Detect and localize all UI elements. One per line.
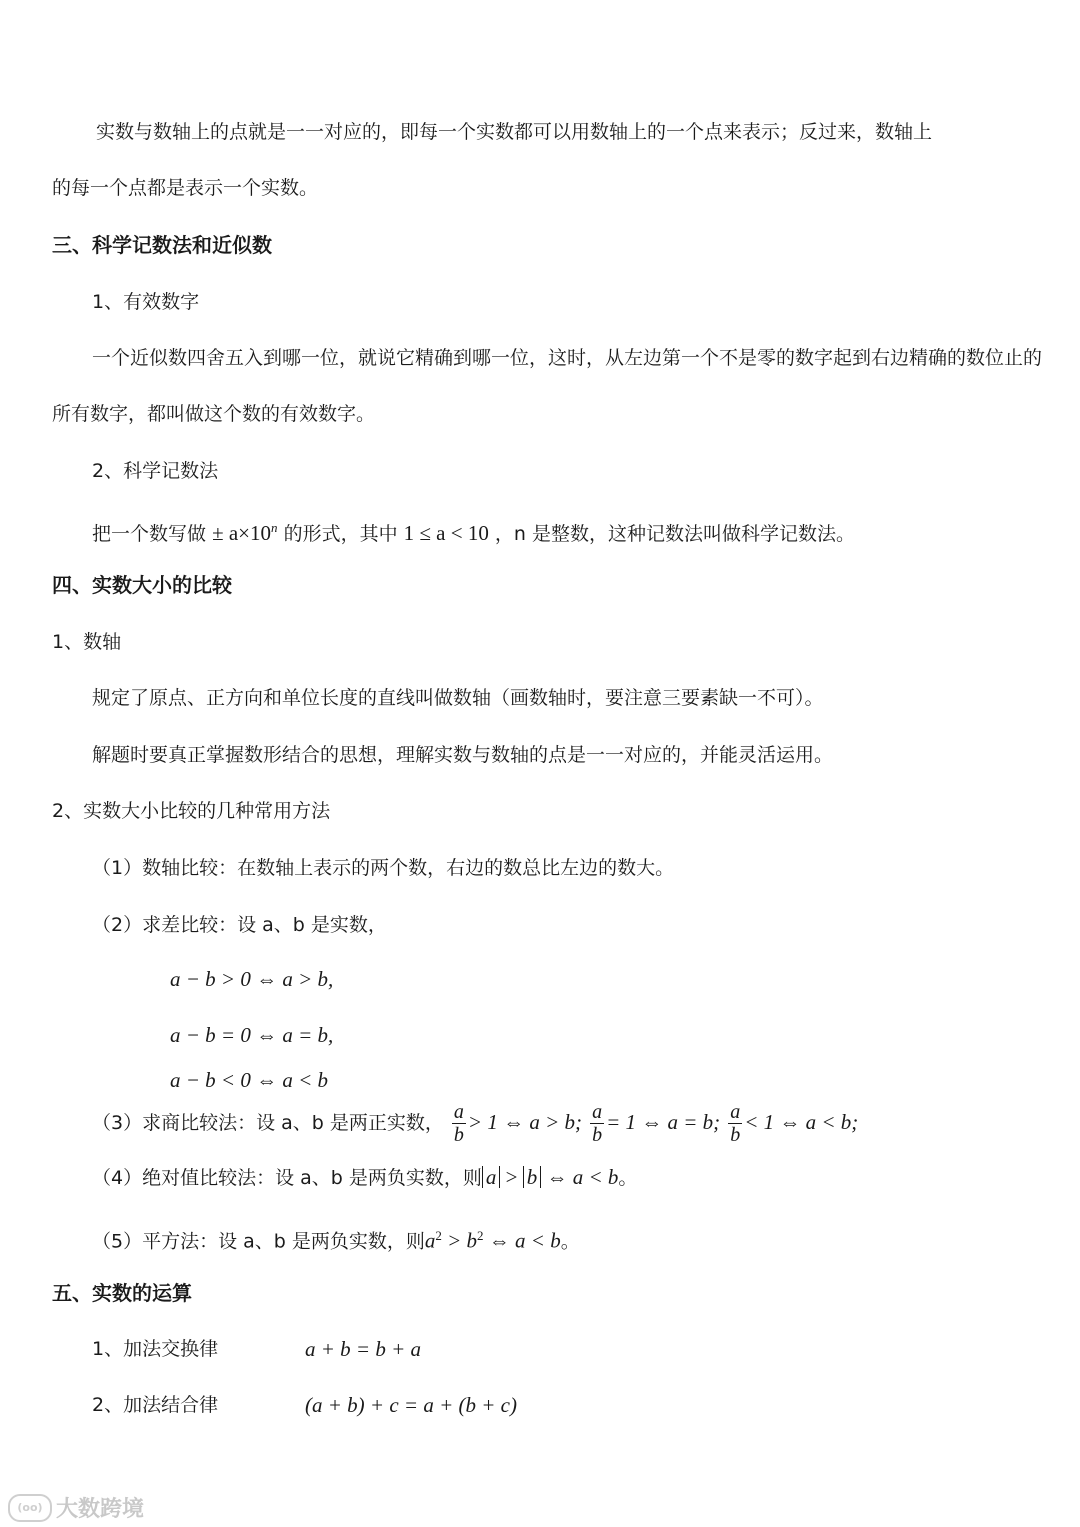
number-line-def: 规定了原点、正方向和单位长度的直线叫做数轴（画数轴时，要注意三要素缺一不可）。 xyxy=(92,687,824,709)
sci-notation-definition: 把一个数写做 ± $a\times 10^n$ 的形式，其中 1 ≤ a < 10 ，n 是整数，这种记数法叫做科学记数法。 xyxy=(92,520,855,545)
method-2: （2）求差比较：设 a、b 是实数， xyxy=(92,914,387,936)
number-line-tip: 解题时要真正掌握数形结合的思想，理解实数与数轴的点是一一对应的，并能灵活运用。 xyxy=(92,744,834,766)
method-3: （3）求商比较法：设 a、b 是两正实数， $\frac{a}{b}$ > 1 ⇔ a > b; $\frac{a}{b}$ = 1 ⇔ a = b; $\frac{a}{b}$ < 1 ⇔ a < b; xyxy=(92,1101,859,1146)
sig-digits-title: 1、有效数字 xyxy=(92,291,200,313)
method-5: （5）平方法：设 a、b 是两负实数，则$a^2 > b^2$ ⇔ a < b。 xyxy=(92,1228,580,1253)
method-4: （4）绝对值比较法：设 a、b 是两负实数，则 a > b ⇔ a < b。 xyxy=(92,1165,638,1189)
watermark-text: 大数跨境 xyxy=(56,1497,145,1522)
method-1: （1）数轴比较：在数轴上表示的两个数，右边的数总比左边的数大。 xyxy=(92,857,675,879)
sig-digits-line-1: 一个近似数四舍五入到哪一位，就说它精确到哪一位，这时，从左边第一个不是零的数字起到右边精确的数位止的 xyxy=(92,347,1043,369)
commutative-law-formula: a + b = b + a xyxy=(305,1337,422,1361)
sci-notation-expression: ± $a\times 10^n$ xyxy=(212,520,278,545)
associative-law-label: 2、加法结合律 xyxy=(92,1394,219,1416)
sci-notation-title: 2、科学记数法 xyxy=(92,460,219,482)
section-3-title: 三、科学记数法和近似数 xyxy=(52,233,272,257)
number-line-title: 1、数轴 xyxy=(52,631,122,653)
fraction-a-over-b: $\frac{a}{b}$ xyxy=(730,1101,741,1146)
abs-b: b xyxy=(523,1166,542,1188)
abs-a: a xyxy=(482,1166,501,1188)
formula-diff-positive: a − b > 0 ⇔ a > b, xyxy=(170,967,334,991)
fraction-a-over-b: $\frac{a}{b}$ xyxy=(592,1101,603,1146)
commutative-law-label: 1、加法交换律 xyxy=(92,1338,219,1360)
sci-notation-range: 1 ≤ a < 10 xyxy=(403,521,489,545)
formula-diff-zero: a − b = 0 ⇔ a = b, xyxy=(170,1023,334,1047)
intro-line-2: 的每一个点都是表示一个实数。 xyxy=(52,177,319,199)
section-4-title: 四、实数大小的比较 xyxy=(52,573,232,597)
fraction-a-over-b: $\frac{a}{b}$ xyxy=(453,1101,464,1146)
compare-methods-title: 2、实数大小比较的几种常用方法 xyxy=(52,800,331,822)
logo-icon: (oo) xyxy=(8,1494,52,1522)
sig-digits-line-2: 所有数字，都叫做这个数的有效数字。 xyxy=(52,403,376,425)
formula-diff-negative: a − b < 0 ⇔ a < b xyxy=(170,1068,329,1092)
intro-line-1: 实数与数轴上的点就是一一对应的，即每一个实数都可以用数轴上的一个点来表示；反过来，数轴上 xyxy=(96,121,933,143)
section-5-title: 五、实数的运算 xyxy=(52,1281,192,1305)
associative-law-formula: (a + b) + c = a + (b + c) xyxy=(305,1393,517,1417)
watermark xyxy=(8,1492,144,1523)
